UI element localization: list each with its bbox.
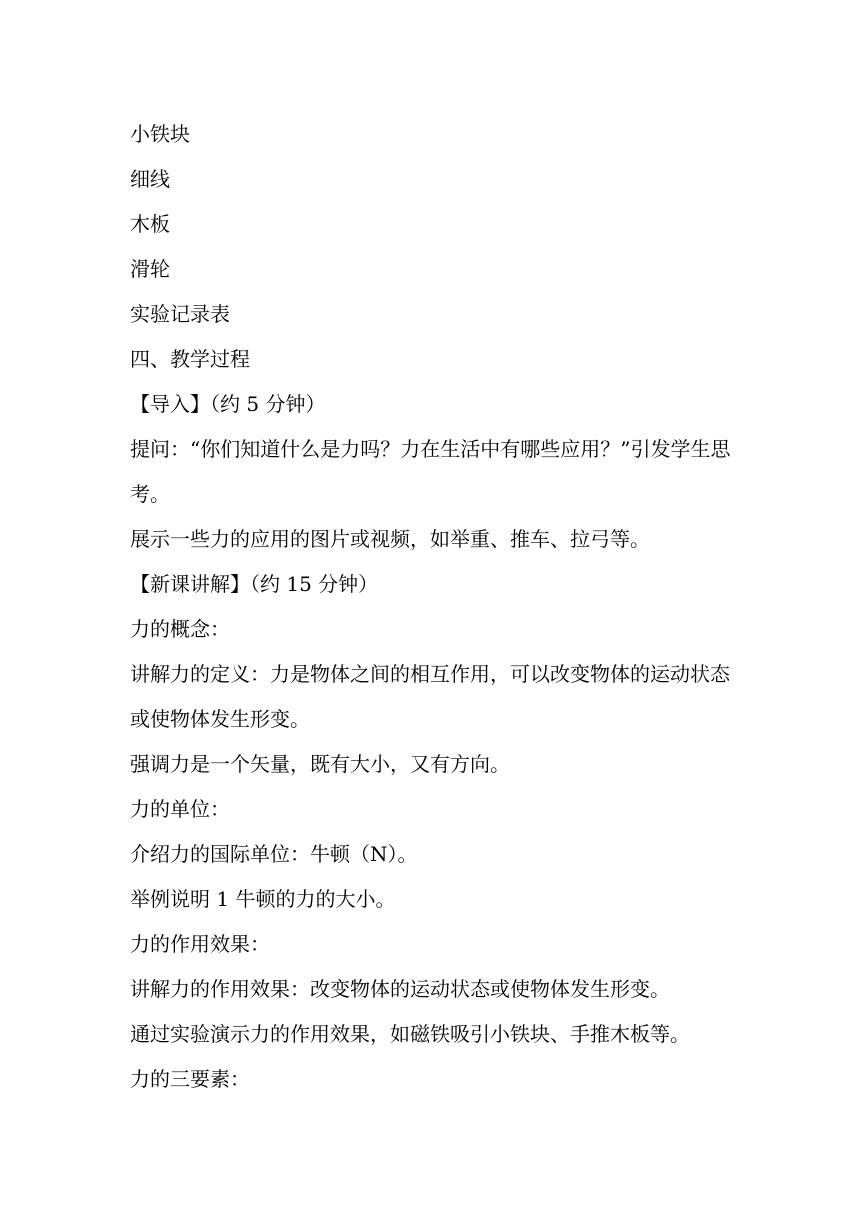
material-item: 滑轮 <box>130 257 170 281</box>
topic-heading: 力的三要素： <box>130 1067 250 1091</box>
paragraph: 提问：“你们知道什么是力吗？力在生活中有哪些应用？”引发学生思考。 <box>130 437 731 506</box>
topic-heading: 力的单位： <box>130 797 230 821</box>
paragraph: 通过实验演示力的作用效果，如磁铁吸引小铁块、手推木板等。 <box>130 1022 690 1046</box>
section-heading: 四、教学过程 <box>130 347 250 371</box>
paragraph: 讲解力的定义：力是物体之间的相互作用，可以改变物体的运动状态或使物体发生形变。 <box>130 662 730 731</box>
paragraph: 讲解力的作用效果：改变物体的运动状态或使物体发生形变。 <box>130 977 670 1001</box>
paragraph: 强调力是一个矢量，既有大小，又有方向。 <box>130 752 510 776</box>
document-body <box>130 112 740 1102</box>
material-item: 实验记录表 <box>130 302 230 326</box>
subsection-heading: 【导入】（约 5 分钟） <box>130 392 326 416</box>
subsection-heading: 【新课讲解】（约 15 分钟） <box>130 572 379 596</box>
paragraph: 举例说明 1 牛顿的力的大小。 <box>130 887 396 911</box>
topic-heading: 力的概念： <box>130 617 230 641</box>
paragraph: 展示一些力的应用的图片或视频，如举重、推车、拉弓等。 <box>130 527 650 551</box>
paragraph: 介绍力的国际单位：牛顿（N）。 <box>130 842 418 866</box>
material-item: 小铁块 <box>130 122 190 146</box>
topic-heading: 力的作用效果： <box>130 932 270 956</box>
material-item: 木板 <box>130 212 170 236</box>
material-item: 细线 <box>130 167 170 191</box>
